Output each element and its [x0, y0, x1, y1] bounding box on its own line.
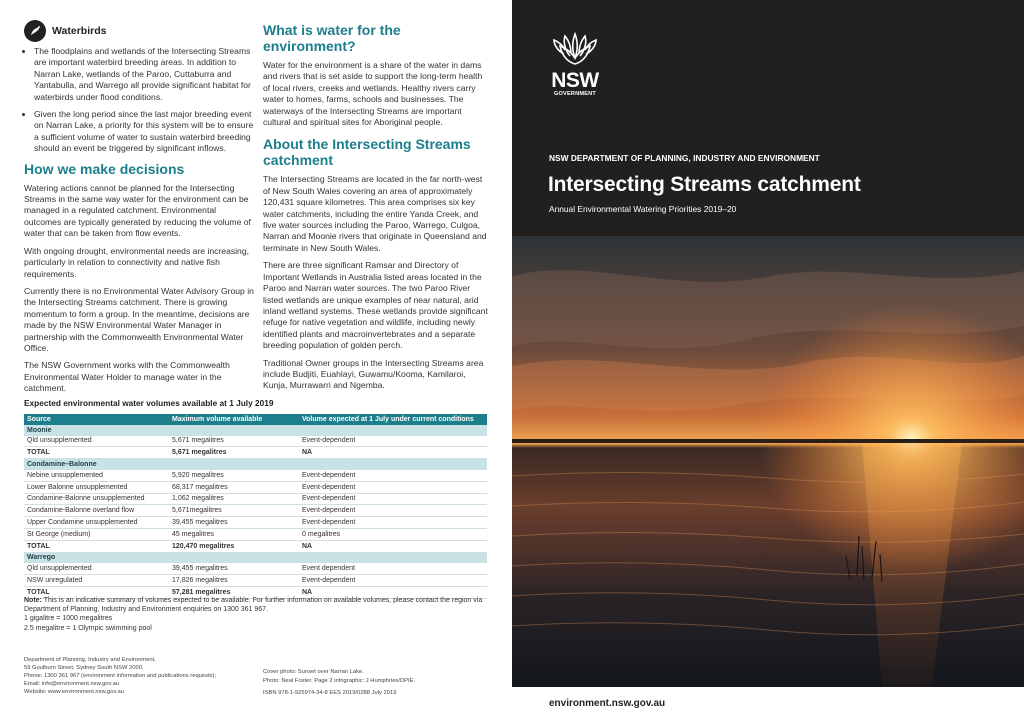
table-note	[24, 596, 490, 633]
about-heading: About the Intersecting Streams catchment	[263, 136, 471, 169]
table-cell: St George (medium)	[24, 528, 169, 540]
footer-line: Department of Planning, Industry and Environment,	[24, 657, 156, 663]
table-row	[24, 575, 487, 587]
table-cell: Upper Condamine unsupplemented	[24, 517, 169, 529]
paragraph: Traditional Owner groups in the Intersecting Streams area include Budjiti, Euahlayi, Guwamu/Kooma, Kamilaroi, Kunja, Murrawarri and Ngemba.	[263, 357, 484, 391]
table-cell: Event dependent	[299, 563, 487, 574]
table-cell: 68,317 megalitres	[169, 481, 299, 493]
group-name: Condamine–Balonne	[24, 459, 487, 470]
water-volume-table	[24, 414, 487, 599]
note-line: 1 gigalitre = 1000 megalitres	[24, 615, 113, 623]
nsw-government-logo	[546, 32, 604, 97]
logo-text: NSW	[551, 69, 599, 92]
table-cell: 57,281 megalitres	[169, 586, 299, 598]
middle-column	[263, 22, 488, 398]
table-cell: TOTAL	[24, 540, 169, 552]
table-title: Expected environmental water volumes available at 1 July 2019	[24, 398, 274, 408]
table-cell: Nebine unsupplemented	[24, 470, 169, 481]
table-header-row	[24, 414, 487, 425]
group-name: Moonie	[24, 425, 487, 436]
paragraph: There are three significant Ramsar and Directory of Important Wetlands in Australia listed areas located in the Paroo and Narran water sources. The two Paroo River listed wetlands are unique examples of near natural, arid inland wetland systems. These wetlands provide significant refuge for native vegetation and wildlife, including newly identified plants and macroinvertebrates and a separate breeding population of golden perch.	[263, 260, 488, 351]
table-cell: 5,671 megalitres	[169, 447, 299, 459]
footer-line: Cover photo: Sunset over Narran Lake.	[263, 669, 364, 675]
table-row	[24, 470, 487, 481]
logo-subtext: GOVERNMENT	[553, 91, 597, 97]
table-group-row	[24, 459, 487, 470]
table-cell: 45 megalitres	[169, 528, 299, 540]
table-group-row	[24, 552, 487, 563]
table-row	[24, 436, 487, 447]
table-group-row	[24, 425, 487, 436]
table-row	[24, 493, 487, 505]
table-cell: Event-dependent	[299, 493, 487, 505]
note-label: Note:	[24, 597, 42, 604]
table-cell: NA	[299, 540, 487, 552]
website-url[interactable]: environment.nsw.gov.au	[549, 698, 666, 709]
paragraph: The NSW Government works with the Commonwealth Environmental Water Holder to manage water in the catchment.	[24, 360, 230, 394]
table-cell: 0 megalitres	[299, 528, 487, 540]
note-text: This is an indicative summary of volumes expected to be available. For further information on available volumes, please contact the region via Department of Planning, Industry and Environment enquiries on 1300 361 967.	[24, 597, 483, 614]
table-cell: 17,826 megalitres	[169, 575, 299, 587]
table-cell: Event-dependent	[299, 436, 487, 447]
table-total-row	[24, 540, 487, 552]
paragraph: The Intersecting Streams are located in the far north-west of New South Wales covering an area of approximately 120,431 square kilometres. This area comprises six key water catchments, including the entire Yanda Creek, and five water sources including the Paroo, Warrego, Culgoa, Narran and Moonie rivers that originate in Queensland and terminate in New South Wales.	[263, 174, 487, 253]
table-row	[24, 517, 487, 529]
table-cell: 5,671megalitres	[169, 505, 299, 517]
table-total-row	[24, 447, 487, 459]
waratah-logo	[550, 32, 600, 66]
table-cell: Condamine-Balonne unsupplemented	[24, 493, 169, 505]
waterbirds-title: Waterbirds	[52, 25, 107, 37]
waterbirds-heading	[24, 20, 254, 42]
waterbird-icon	[24, 20, 46, 42]
column-header: Source	[24, 414, 169, 425]
table-cell: TOTAL	[24, 447, 169, 459]
table-cell: Event-dependent	[299, 517, 487, 529]
footer-line: 59 Goulburn Street, Sydney South NSW 2000.	[24, 665, 144, 671]
paragraph: Currently there is no Environmental Water Advisory Group in the Intersecting Streams catchment. There is growing momentum to form a group. In the meantime, decisions are made by the NSW Environmental Water Manager in partnership with the Commonwealth Environmental Water Office.	[24, 285, 254, 353]
table-cell: TOTAL	[24, 586, 169, 598]
table-cell: Event-dependent	[299, 505, 487, 517]
table-cell: Qld unsupplemented	[24, 563, 169, 574]
left-column	[24, 20, 254, 401]
department-name: NSW DEPARTMENT OF PLANNING, INDUSTRY AND ENVIRONMENT	[549, 153, 820, 163]
cover-photo-sunset	[512, 236, 1024, 687]
table-cell: 120,470 megalitres	[169, 540, 299, 552]
page-title: Intersecting Streams catchment	[548, 173, 861, 196]
table-row	[24, 528, 487, 540]
note-line: 2.5 megalitre = 1 Olympic swimming pool	[24, 624, 152, 632]
credits-footer	[263, 668, 483, 698]
footer-line: ISBN 978-1-925974-34-8 EES 2019/0288 July 2019	[263, 690, 397, 697]
table-row	[24, 505, 487, 517]
table-row	[24, 563, 487, 574]
paragraph: With ongoing drought, environmental needs are increasing, particularly in relation to connectivity and native fish requirements.	[24, 245, 250, 279]
table-cell: 5,920 megalitres	[169, 470, 299, 481]
table-cell: Qld unsupplemented	[24, 436, 169, 447]
contact-footer	[24, 656, 264, 696]
table-cell: 5,671 megalitres	[169, 436, 299, 447]
table-cell: Event-dependent	[299, 470, 487, 481]
paragraph: Watering actions cannot be planned for the Intersecting Streams in the same way water for the environment can be managed in a regulated catchment. Environmental outcomes are typically generated by reducing the volume of water that can be taken from flow events.	[24, 182, 251, 239]
footer-line: Website: www.environment.nsw.gov.au	[24, 689, 124, 695]
waterbirds-bullets	[24, 46, 254, 155]
table-cell: Event-dependent	[299, 575, 487, 587]
column-header: Volume expected at 1 July under current conditions	[299, 414, 487, 425]
paragraph: Water for the environment is a share of the water in dams and rivers that is set aside to support the long-term health of local rivers, creeks and wetlands. Healthy rivers carry water to homes, farms, schools and businesses. The waterways of the Intersecting Streams are important cultural and spiritual sites for Aboriginal people.	[263, 60, 483, 128]
table-cell: NA	[299, 447, 487, 459]
table-cell: 39,455 megalitres	[169, 517, 299, 529]
group-name: Warrego	[24, 552, 487, 563]
table-cell: Lower Balonne unsupplemented	[24, 481, 169, 493]
table-row	[24, 481, 487, 493]
column-header: Maximum volume available	[169, 414, 299, 425]
footer-line: Photo: Neal Foster. Page 2 infographic: J Humphries/DPIE.	[263, 677, 416, 684]
table-cell: Condamine-Balonne overland flow	[24, 505, 169, 517]
table-cell: Event-dependent	[299, 481, 487, 493]
list-item: • The floodplains and wetlands of the Intersecting Streams are important waterbird breeding areas. In addition to Narran Lake, wetlands of the Paroo, Cuttaburra and Yantabulla, and Warrego all provide significant habitat for waterbirds under flood conditions.	[34, 46, 254, 103]
table-cell: 1,062 megalitres	[169, 493, 299, 505]
footer-line: Email: info@environment.nsw.gov.au	[24, 681, 120, 687]
list-item: • Given the long period since the last major breeding event on Narran Lake, a priority for this system will be to ensure a sufficient volume of water to sustain waterbird breeding should an event be triggered by significant inflows.	[34, 109, 254, 155]
page-subtitle: Annual Environmental Watering Priorities 2019–20	[549, 204, 737, 214]
what-is-heading: What is water for the environment?	[263, 22, 401, 54]
table-cell: 39,455 megalitres	[169, 563, 299, 574]
table-cell: NA	[299, 586, 487, 598]
decisions-heading: How we make decisions	[24, 160, 185, 177]
table-cell: NSW unregulated	[24, 575, 169, 587]
footer-line: Phone: 1300 361 967 (environment information and publications requests);	[24, 673, 217, 679]
